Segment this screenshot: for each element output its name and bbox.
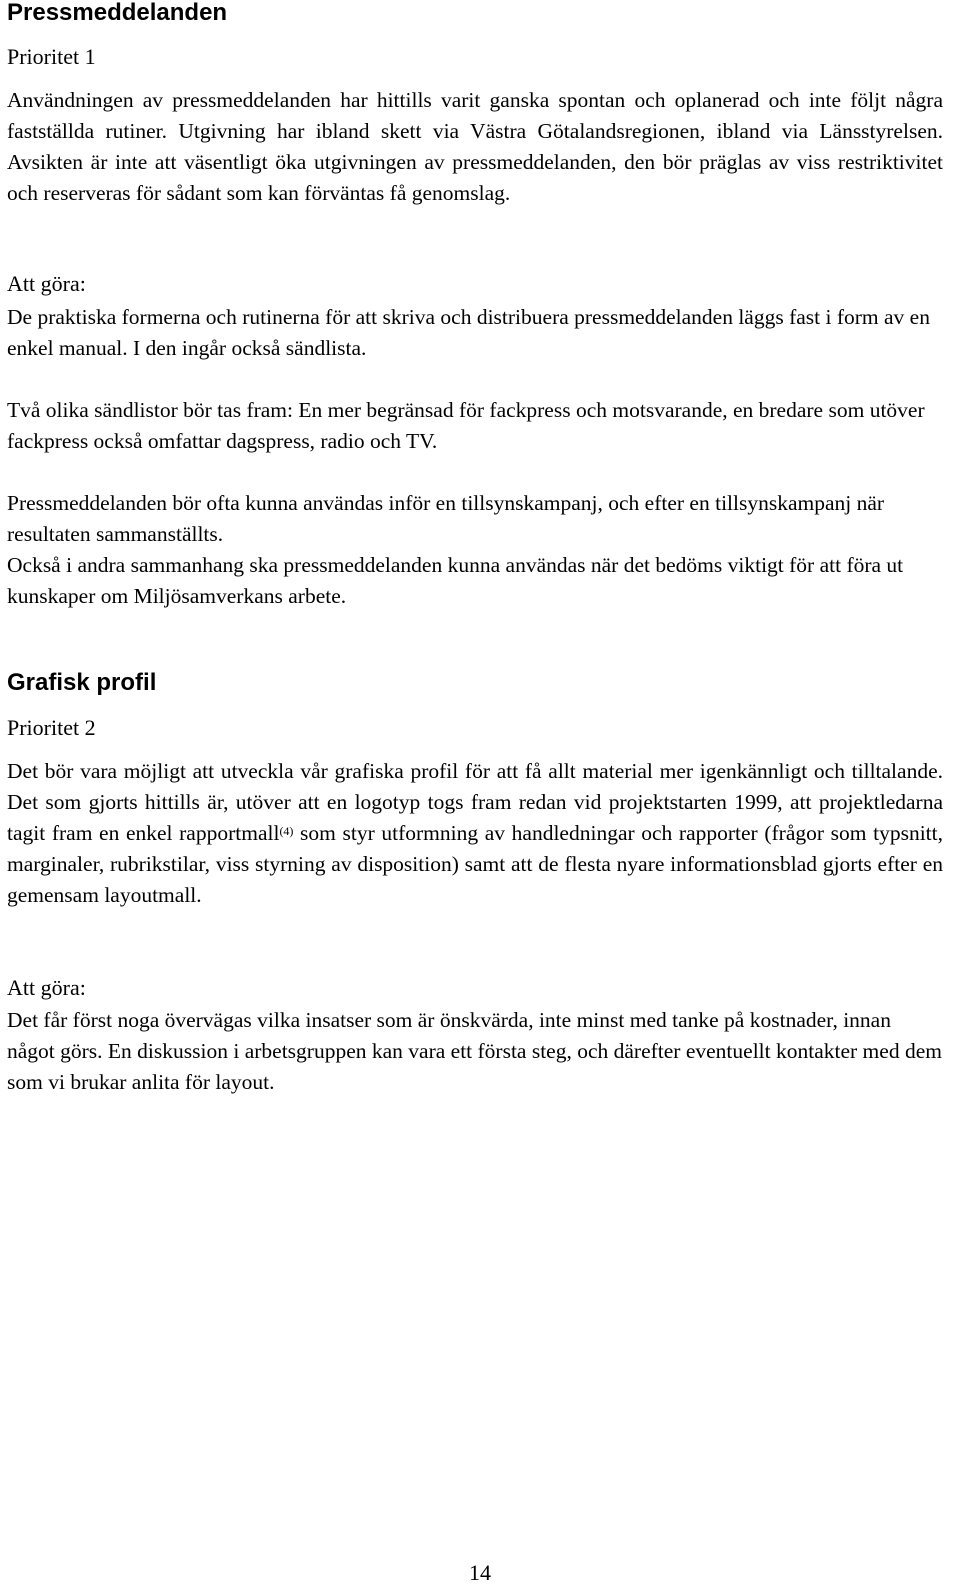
todo-label-text: Att göra (7, 975, 80, 1000)
paragraph: Det får först noga övervägas vilka insatser som är önskvärda, inte minst med tanke på kostnader, innan något görs. En diskussion i arbetsgruppen kan vara ett första steg, och därefter eventuellt kontakter med dem som vi brukar anlita för layout. (7, 1008, 942, 1094)
priority-label: Prioritet 2 (7, 715, 96, 740)
paragraph: Två olika sändlistor bör tas fram: En mer begränsad för fackpress och motsvarande, en bredare som utöver fackpress också omfattar dagspress, radio och TV. (7, 398, 925, 453)
footnote-reference[interactable]: (4) (279, 824, 294, 838)
todo-label (7, 972, 86, 1003)
todo-label-colon: : (79, 975, 86, 1000)
priority-label: Prioritet 1 (7, 44, 96, 69)
paragraph: De praktiska formerna och rutinerna för att skriva och distribuera pressmeddelanden läggs fast i form av en enkel manual. I den ingår också sändlista. (7, 305, 930, 360)
section-heading-grafisk-profil: Grafisk profil (7, 669, 157, 696)
section-heading-pressmeddelanden: Pressmeddelanden (7, 0, 228, 26)
paragraph: Användningen av pressmeddelanden har hittills varit ganska spontan och oplanerad och inte följt några fastställda rutiner. Utgivning har ibland skett via Västra Götalandsregionen, ibland via Länsstyrelsen. Avsikten är inte att väsentligt öka utgivningen av pressmeddelanden, den bör präglas av viss restriktivitet och reserveras för sådant som kan förväntas få genomslag. (7, 88, 943, 205)
paragraph: Pressmeddelanden bör ofta kunna användas inför en tillsynskampanj, och efter en tillsynskampanj när resultaten sammanställts. (7, 491, 885, 546)
todo-label-text: Att göra (7, 271, 80, 296)
todo-label (7, 268, 86, 299)
paragraph (7, 756, 943, 911)
todo-label-colon: : (79, 271, 86, 296)
paragraph-text: som styr utformning av handledningar och rapporter (frågor som typsnitt, marginaler, rubrikstilar, viss styrning av disposition) samt att de flesta nyare informationsblad gjorts efter en gemensam layoutmall. (7, 821, 943, 907)
paragraph-text: Det bör vara möjligt att utveckla vår grafiska profil för att få allt material mer igenkännligt och tilltalande. Det som gjorts hittills är, utöver att en logotyp togs fram redan vid projektstarten 1999, att projektledarna tagit fram en enkel rapportmall (7, 759, 943, 845)
paragraph: Också i andra sammanhang ska pressmeddelanden kunna användas när det bedöms viktigt för att föra ut kunskaper om Miljösamverkans arbete. (7, 553, 904, 608)
page-number: 14 (469, 1560, 491, 1585)
